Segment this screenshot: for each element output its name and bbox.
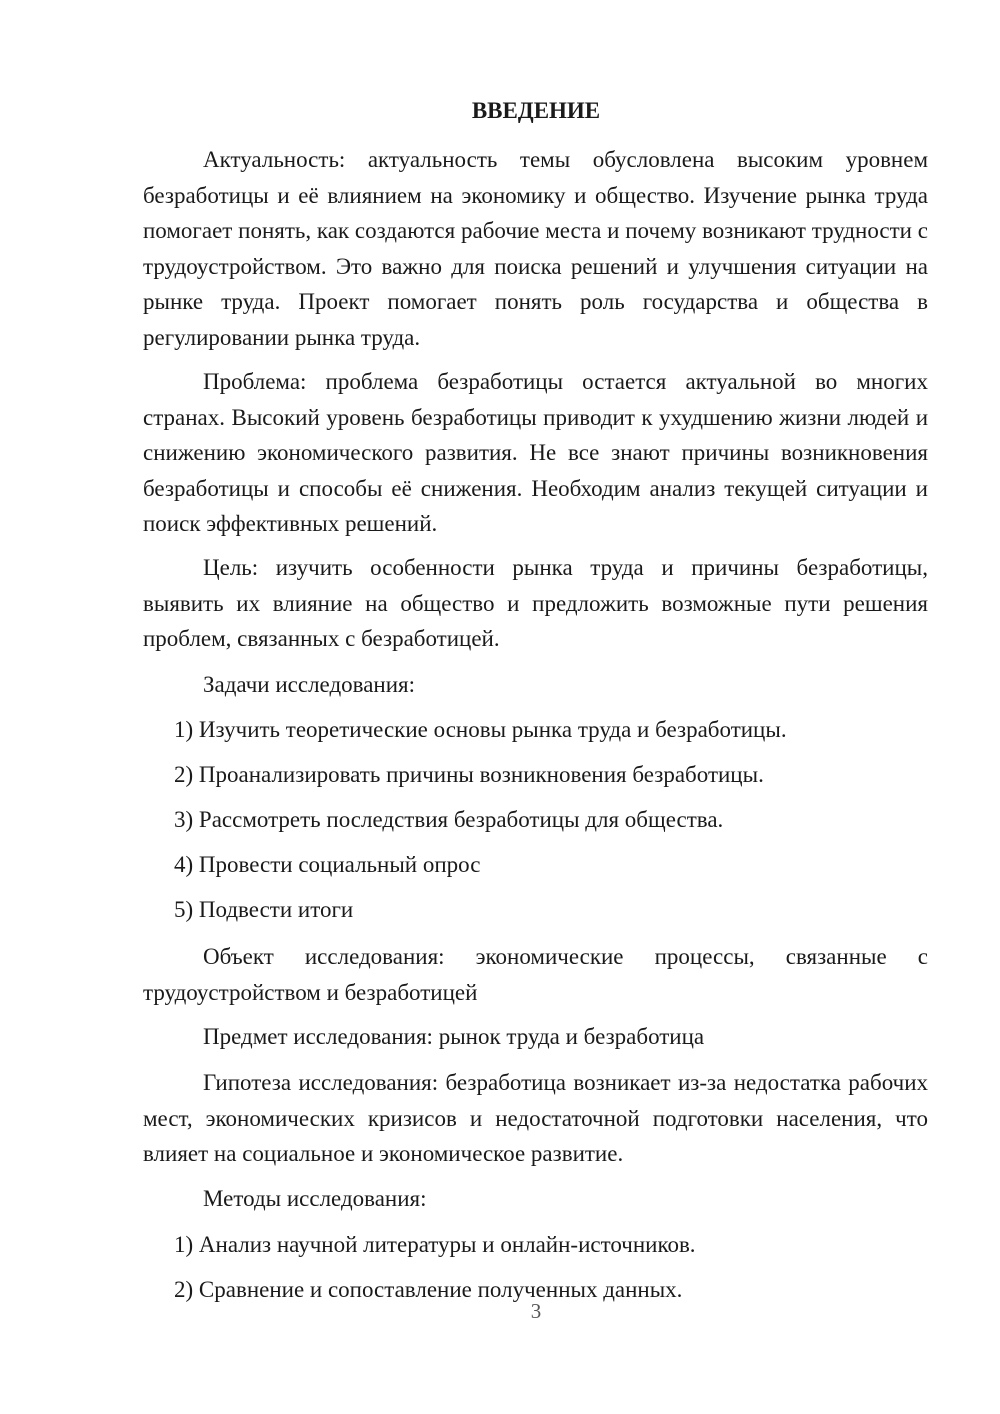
task-item: 5) Подвести итоги bbox=[174, 897, 354, 922]
task-item: 2) Проанализировать причины возникновения безработицы. bbox=[174, 762, 764, 787]
subject-paragraph: Предмет исследования: рынок труда и безработица bbox=[203, 1024, 705, 1049]
page-title: ВВЕДЕНИЕ bbox=[471, 98, 601, 123]
problem-paragraph: Проблема: проблема безработицы остается актуальной во многих странах. Высокий уровень безработицы приводит к ухудшению жизни людей и снижению экономического развития. Не все знают причины возникновения безработицы и способы её снижения. Необходим анализ текущей ситуации и поиск эффективных решений. bbox=[143, 369, 928, 536]
task-item: 4) Провести социальный опрос bbox=[174, 852, 481, 877]
task-item: 3) Рассмотреть последствия безработицы для общества. bbox=[174, 807, 724, 832]
relevance-paragraph: Актуальность: актуальность темы обусловлена высоким уровнем безработицы и её влиянием на экономику и общество. Изучение рынка труда помогает понять, как создаются рабочие места и почему возникают трудности с трудоустройством. Это важно для поиска решений и улучшения ситуации на рынке труда. Проект помогает понять роль государства и общества в регулировании рынка труда. bbox=[143, 147, 928, 350]
tasks-heading: Задачи исследования: bbox=[203, 672, 416, 697]
hypothesis-paragraph: Гипотеза исследования: безработица возникает из-за недостатка рабочих мест, экономических кризисов и недостаточной подготовки населения, что влияет на социальное и экономическое развитие. bbox=[143, 1070, 928, 1166]
task-item: 1) Изучить теоретические основы рынка труда и безработицы. bbox=[174, 717, 787, 742]
method-item: 1) Анализ научной литературы и онлайн-источников. bbox=[174, 1232, 696, 1257]
methods-heading: Методы исследования: bbox=[203, 1186, 427, 1211]
page-number: 3 bbox=[530, 1299, 542, 1323]
goal-paragraph: Цель: изучить особенности рынка труда и причины безработицы, выявить их влияние на общество и предложить возможные пути решения проблем, связанных с безработицей. bbox=[143, 555, 928, 651]
object-paragraph: Объект исследования: экономические процессы, связанные с трудоустройством и безработицей bbox=[143, 944, 928, 1005]
method-item: 2) Сравнение и сопоставление полученных данных. bbox=[174, 1277, 683, 1302]
